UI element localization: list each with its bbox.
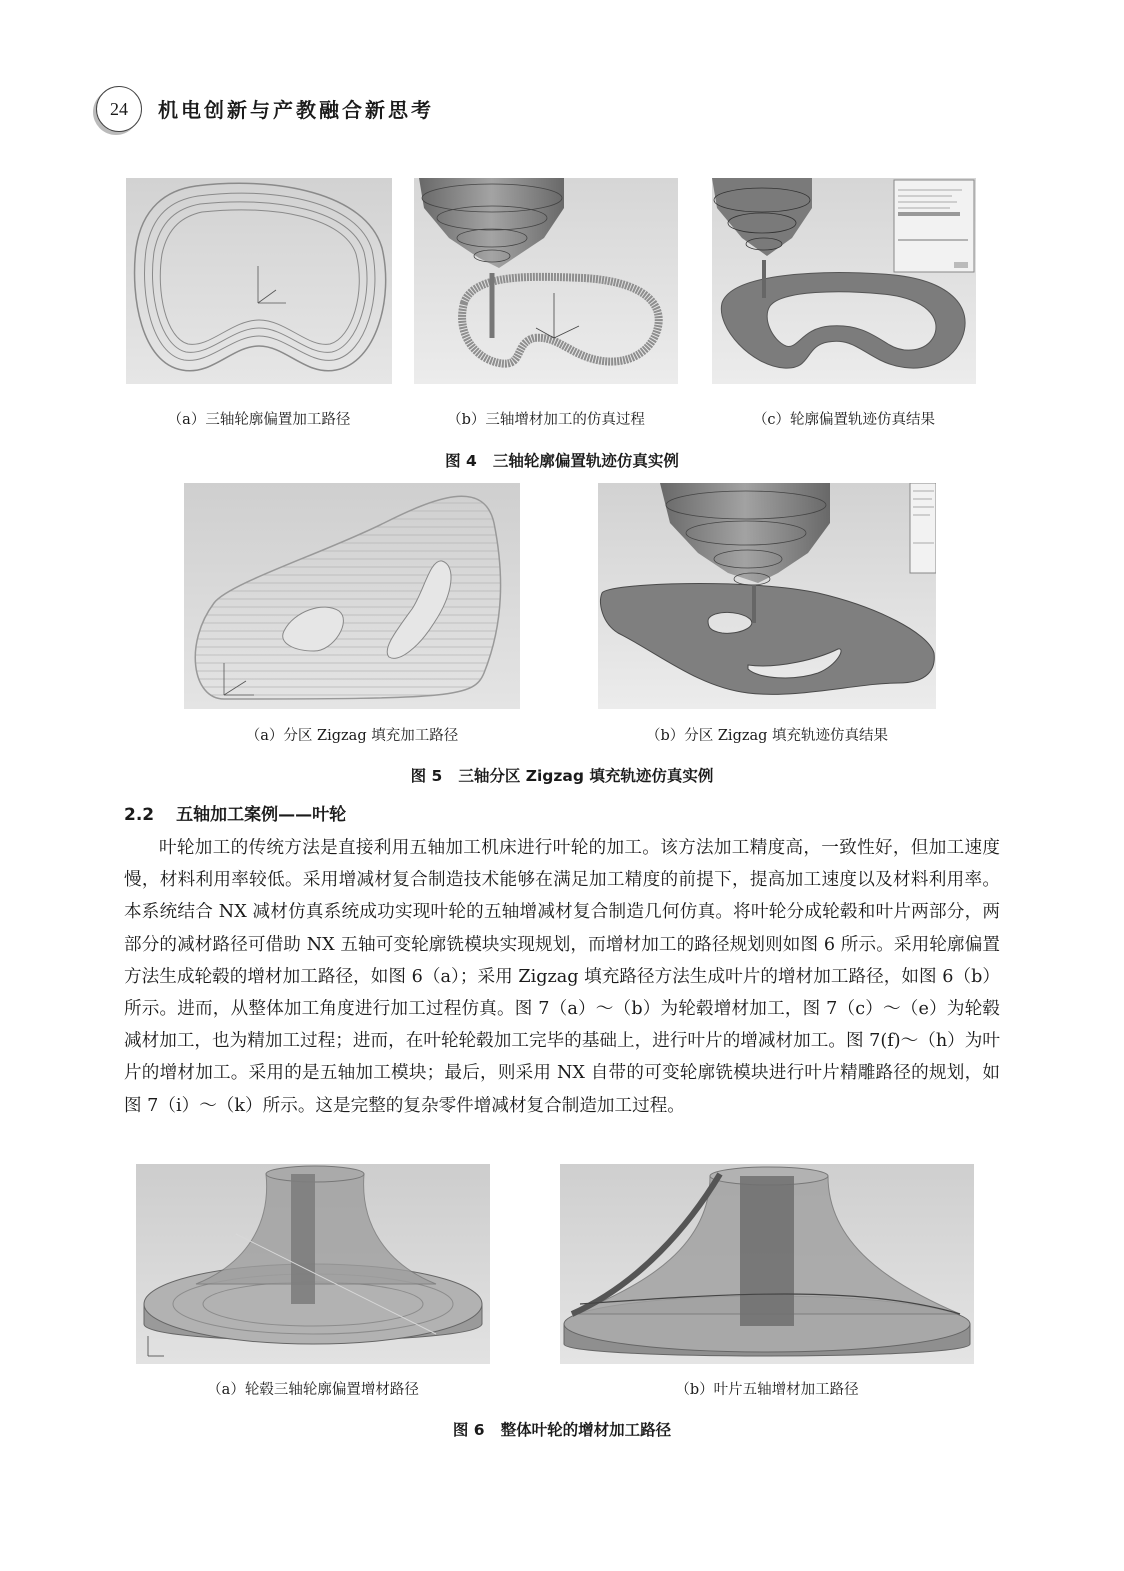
figure4c-image — [712, 178, 976, 384]
figure5-caption-title: 三轴分区 Zigzag 填充轨迹仿真实例 — [458, 767, 714, 785]
figure6-caption — [0, 1418, 1124, 1440]
figure6b-caption: （b）叶片五轴增材加工路径 — [675, 1382, 859, 1398]
body-text — [124, 832, 1000, 1122]
figure5b-image — [598, 483, 936, 709]
figure5-caption-number: 图 5 — [410, 767, 443, 785]
figure6b-image — [560, 1164, 974, 1364]
figure4b-caption: （b）三轴增材加工的仿真过程 — [447, 412, 645, 428]
figure5a-caption: （a）分区 Zigzag 填充加工路径 — [245, 728, 459, 744]
figure4a-caption: （a）三轴轮廓偏置加工路径 — [167, 412, 351, 428]
section-number: 2.2 — [124, 805, 155, 825]
section-heading — [124, 800, 346, 825]
figure6a-caption: （a）轮毂三轴轮廓偏置增材路径 — [207, 1382, 419, 1398]
figure6-caption-title: 整体叶轮的增材加工路径 — [500, 1421, 672, 1439]
figure4a-image — [126, 178, 392, 384]
figure6-caption-number: 图 6 — [452, 1421, 485, 1439]
figure4-caption-number: 图 4 — [445, 452, 477, 470]
figure4-caption-title: 三轴轮廓偏置轨迹仿真实例 — [492, 452, 679, 470]
figure5b-caption: （b）分区 Zigzag 填充轨迹仿真结果 — [645, 728, 889, 744]
journal-title: 机电创新与产教融合新思考 — [158, 98, 434, 122]
body-paragraph: 叶轮加工的传统方法是直接利用五轴加工机床进行叶轮的加工。该方法加工精度高，一致性好，但加工速度慢，材料利用率较低。采用增减材复合制造技术能够在满足加工精度的前提下，提高加工速度以及材料利用率。本系统结合 NX 减材仿真系统成功实现叶轮的五轴增减材复合制造几何仿真。将叶轮分成轮毂和叶片两部分，两部分的减材路径可借助 NX 五轴可变轮廓铣模块实现规划，而增材加工的路径规划则如图 6 所示。采用轮廓偏置方法生成轮毂的增材加工路径，如图 6（a）；采用 Zigzag 填充路径方法生成叶片的增材加工路径，如图 6（b）所示。进而，从整体加工角度进行加工过程仿真。图 7（a）～（b）为轮毂增材加工，图 7（c）～（e）为轮毂减材加工，也为精加工过程；进而，在叶轮轮毂加工完毕的基础上，进行叶片的增减材加工。图 7(f)～（h）为叶片的增材加工。采用的是五轴加工模块；最后，则采用 NX 自带的可变轮廓铣模块进行叶片精雕路径的规划，如图 7（i）～（k）所示。这是完整的复杂零件增减材复合制造加工过程。 — [124, 838, 1000, 1116]
section-title: 五轴加工案例——叶轮 — [176, 805, 347, 825]
page-number: 24 — [96, 86, 142, 132]
figure5-caption — [0, 764, 1124, 786]
figure5a-image — [184, 483, 520, 709]
figure4c-caption: （c）轮廓偏置轨迹仿真结果 — [752, 412, 936, 428]
figure6a-image — [136, 1164, 490, 1364]
page-header — [96, 86, 1036, 136]
figure4-caption — [0, 449, 1124, 471]
figure4b-image — [414, 178, 678, 384]
